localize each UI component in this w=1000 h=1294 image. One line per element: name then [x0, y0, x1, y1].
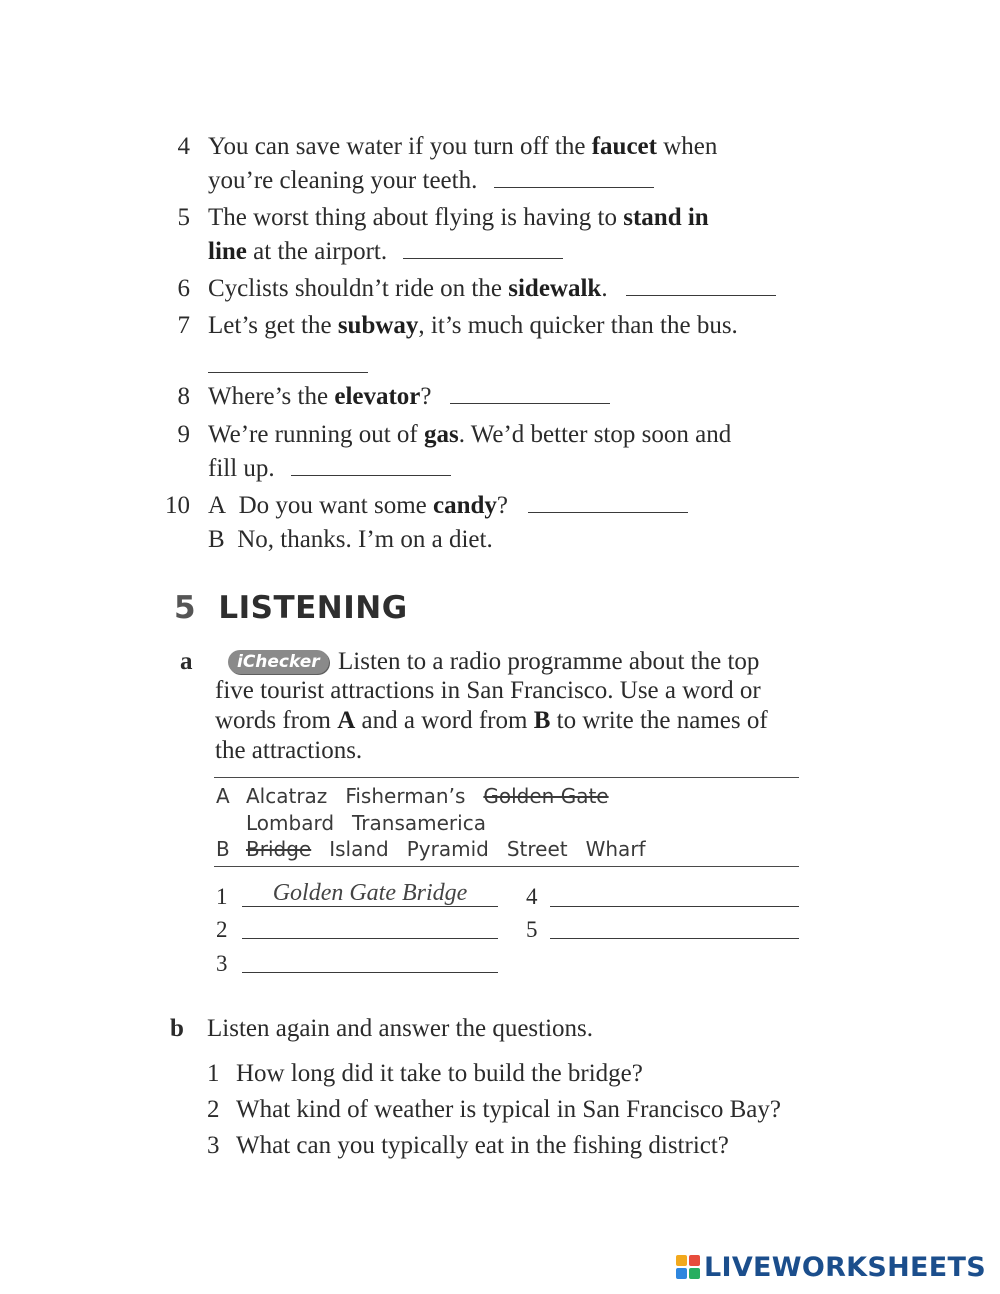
- item-number: 7: [177, 312, 190, 339]
- answer-number: 2: [216, 917, 228, 942]
- key-word: sidewalk: [508, 275, 602, 302]
- answer-blank[interactable]: [450, 381, 610, 404]
- liveworksheets-logo[interactable]: [675, 1252, 986, 1283]
- key-word: subway: [337, 312, 419, 339]
- answer-blank[interactable]: [626, 273, 776, 296]
- word-box-row-a2: Lombard Transamerica: [246, 811, 486, 835]
- question-text: How long did it take to build the bridge?: [236, 1060, 643, 1087]
- answer-line-5[interactable]: [550, 912, 799, 939]
- instruction-line: Listen to a radio programme about the top: [338, 648, 760, 675]
- item-number: 6: [177, 275, 190, 302]
- question-number: 3: [207, 1132, 220, 1159]
- question-number: 1: [207, 1060, 220, 1087]
- part-letter-a: a: [180, 648, 193, 675]
- item-number: 10: [165, 492, 190, 519]
- answer-blank[interactable]: [403, 236, 563, 259]
- section-number: 5: [174, 590, 196, 626]
- answer-blank[interactable]: [208, 350, 368, 373]
- question-number: 2: [207, 1096, 220, 1123]
- word-box-row-b: B Bridge Island Pyramid Street Wharf: [216, 837, 646, 861]
- speaker-a: A: [208, 492, 227, 519]
- word-box-top-rule: [214, 777, 799, 778]
- part-letter-b: b: [170, 1015, 184, 1042]
- liveworksheets-logo-icon: [675, 1254, 701, 1280]
- instruction-line: words from A and a word from B to write the names of: [215, 707, 768, 734]
- logo-text: LIVEWORKSHEETS: [703, 1252, 986, 1283]
- answer-blank[interactable]: [528, 490, 688, 513]
- key-word: candy: [432, 492, 497, 519]
- key-word: faucet: [591, 133, 657, 160]
- part-b-instruction: Listen again and answer the questions.: [207, 1015, 594, 1042]
- section-title: LISTENING: [218, 590, 408, 626]
- answer-line-2[interactable]: [242, 912, 498, 939]
- word-box-row-a: A Alcatraz Fisherman’s Golden Gate: [216, 784, 609, 808]
- answer-number: 3: [216, 951, 228, 976]
- key-word: elevator: [334, 383, 421, 410]
- key-word: stand in: [623, 204, 709, 231]
- item-number: 4: [177, 133, 190, 160]
- key-word: line: [208, 238, 247, 265]
- answer-value: Golden Gate Bridge: [272, 880, 468, 906]
- answer-line-3[interactable]: [242, 946, 498, 973]
- answer-number: 5: [526, 917, 538, 942]
- answer-blank[interactable]: [494, 165, 654, 188]
- question-text: What can you typically eat in the fishing district?: [236, 1132, 729, 1159]
- instruction-line: the attractions.: [215, 737, 363, 764]
- question-text: What kind of weather is typical in San Francisco Bay?: [236, 1096, 781, 1123]
- item-number: 9: [177, 421, 190, 448]
- answer-line-4[interactable]: [550, 880, 799, 907]
- answer-blank[interactable]: [291, 453, 451, 476]
- speaker-b: B: [208, 526, 225, 553]
- key-word: gas: [423, 421, 459, 448]
- word-box-bottom-rule: [214, 866, 799, 867]
- answer-number: 1: [216, 884, 228, 909]
- instruction-line: five tourist attractions in San Francisco. Use a word or: [215, 677, 761, 704]
- item-number: 8: [177, 383, 190, 410]
- word-box-label-b: B: [216, 837, 230, 861]
- item-number: 5: [177, 204, 190, 231]
- word-box-label-a: A: [216, 784, 230, 808]
- answer-line-1[interactable]: [242, 880, 498, 907]
- section-heading: [174, 590, 408, 626]
- ichecker-badge[interactable]: iChecker: [228, 650, 329, 674]
- answer-number: 4: [526, 884, 538, 909]
